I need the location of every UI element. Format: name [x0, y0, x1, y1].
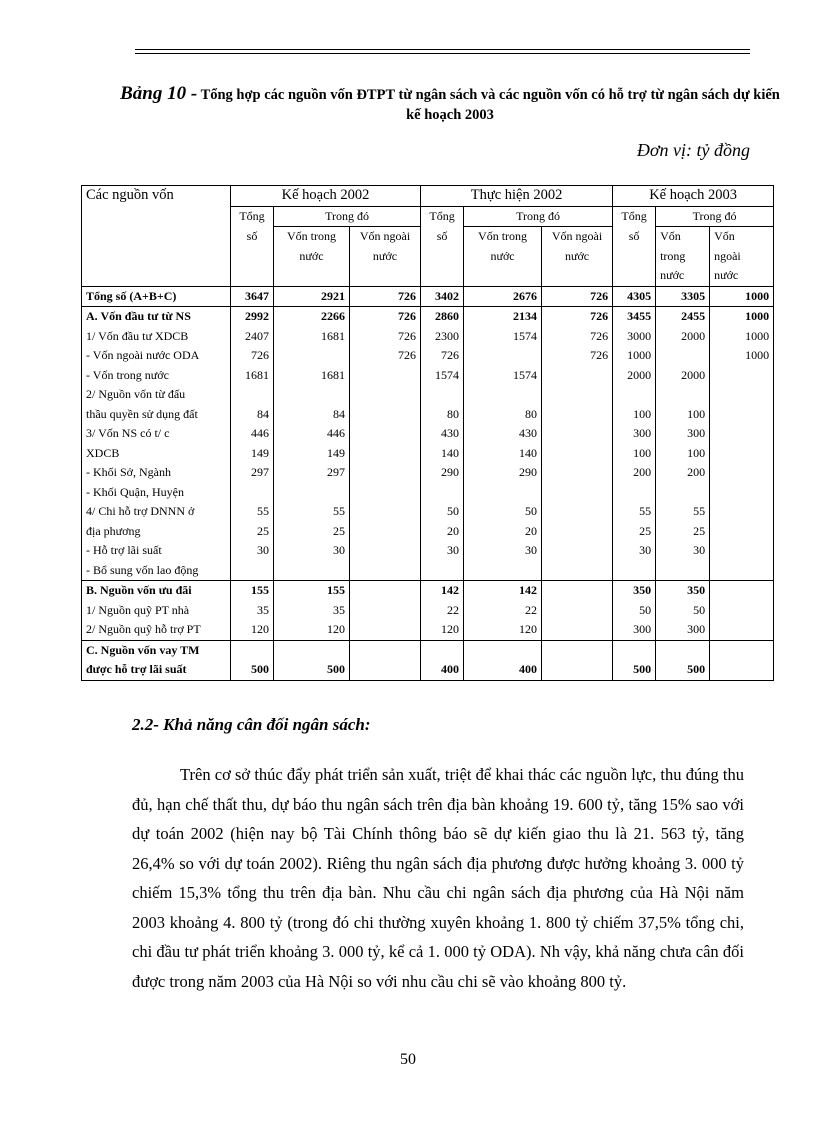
page-number: 50	[400, 1051, 416, 1068]
table-row	[82, 307, 774, 327]
row-value: 500	[613, 660, 656, 680]
row-value	[231, 385, 274, 405]
row-value: 22	[421, 601, 464, 621]
row-value: 120	[274, 620, 350, 640]
table-caption-text: Tổng hợp các nguồn vốn ĐTPT từ ngân sách và các nguồn vốn có hỗ trợ từ ngân sách dự kiến kế hoạch 2003	[200, 87, 780, 123]
row-value	[656, 640, 710, 660]
row-value: 2000	[613, 366, 656, 386]
row-value	[710, 424, 774, 444]
body-paragraph-text: Trên cơ sở thúc đẩy phát triển sản xuất, triệt để khai thác các nguồn lực, thu đúng thu đủ, hạn chế thất thu, dự báo thu ngân sách trên địa bàn khoảng 19. 600 tỷ, tăng 15% sao với dự toán 2002 (hiện nay bộ Tài Chính thông báo sẽ dự kiến giao thu là 21. 563 tỷ, tăng 26,4% so với dự toán 2002). Riêng thu ngân sách địa phương được hưởng khoảng 3. 000 tỷ chiếm 15,3% tổng thu trên địa bàn. Nhu cầu chi ngân sách địa phương của Hà Nội năm 2003 khoảng 4. 800 tỷ (trong đó chi thường xuyên khoảng 1. 800 tỷ chiếm 37,5% tổng chi, chi đầu tư phát triển khoảng 3. 000 tỷ, kể cả 1. 000 tỷ ODA). Nh vậy, khả năng chưa cân đối được trong năm 2003 của Hà Nội so với nhu cầu chi sẽ vào khoảng 800 tỷ.	[132, 765, 744, 991]
header-of-which: Trong đó	[656, 206, 774, 227]
row-value: 1681	[274, 366, 350, 386]
row-value	[231, 483, 274, 503]
table-row	[82, 561, 774, 581]
row-value	[274, 561, 350, 581]
table-row	[82, 483, 774, 503]
row-value: 35	[231, 601, 274, 621]
row-value: 55	[231, 502, 274, 522]
row-value	[710, 581, 774, 601]
row-value	[710, 620, 774, 640]
header-total-suffix: số	[421, 227, 464, 247]
row-value: 80	[464, 405, 542, 425]
header-foreign: Vốn ngoài	[350, 227, 421, 247]
header-total-suffix: số	[231, 227, 274, 247]
table-row	[82, 581, 774, 601]
row-value	[613, 385, 656, 405]
row-value	[710, 385, 774, 405]
row-value	[274, 640, 350, 660]
row-value: 142	[464, 581, 542, 601]
row-label: - Khối Quận, Huyện	[82, 483, 231, 503]
row-value: 155	[274, 581, 350, 601]
row-value	[710, 502, 774, 522]
header-foreign-suffix: nước	[350, 247, 421, 267]
row-value: 140	[464, 444, 542, 464]
header-of-which: Trong đó	[464, 206, 613, 227]
row-value	[350, 660, 421, 680]
row-label: địa phương	[82, 522, 231, 542]
row-value	[274, 346, 350, 366]
row-value: 726	[542, 346, 613, 366]
row-value	[710, 601, 774, 621]
row-value: 30	[464, 541, 542, 561]
row-value: 430	[464, 424, 542, 444]
row-value: 2000	[656, 366, 710, 386]
row-value: 1574	[464, 327, 542, 347]
row-value	[350, 385, 421, 405]
row-value: 20	[421, 522, 464, 542]
row-value: 726	[542, 286, 613, 307]
row-value: 120	[421, 620, 464, 640]
row-value: 2266	[274, 307, 350, 327]
row-value: 25	[274, 522, 350, 542]
table-row	[82, 463, 774, 483]
row-value	[542, 522, 613, 542]
row-value: 149	[231, 444, 274, 464]
header-group-plan-2003: Kế hoạch 2003	[613, 186, 774, 207]
row-label: A. Vốn đầu tư từ NS	[82, 307, 231, 327]
table-caption	[120, 84, 780, 125]
header-total: Tổng	[421, 206, 464, 227]
row-value	[542, 385, 613, 405]
row-value: 2992	[231, 307, 274, 327]
row-label: 1/ Nguồn quỹ PT nhà	[82, 601, 231, 621]
row-value	[421, 561, 464, 581]
row-value: 50	[613, 601, 656, 621]
row-value: 1000	[613, 346, 656, 366]
row-value: 2000	[656, 327, 710, 347]
table-caption-lead: Bảng 10 -	[120, 83, 198, 104]
header-domestic: Vốn trong	[274, 227, 350, 247]
row-value: 155	[231, 581, 274, 601]
row-value: 1681	[274, 327, 350, 347]
table-row	[82, 444, 774, 464]
row-value	[231, 640, 274, 660]
table-row	[82, 286, 774, 307]
row-value: 2860	[421, 307, 464, 327]
row-value: 50	[464, 502, 542, 522]
row-value	[710, 444, 774, 464]
row-value	[350, 502, 421, 522]
row-label: C. Nguồn vốn vay TM	[82, 640, 231, 660]
row-value	[710, 463, 774, 483]
row-value: 350	[613, 581, 656, 601]
row-value	[421, 385, 464, 405]
row-value: 726	[542, 307, 613, 327]
row-value: 200	[613, 463, 656, 483]
row-value	[464, 561, 542, 581]
header-of-which: Trong đó	[274, 206, 421, 227]
row-value	[350, 483, 421, 503]
header-domestic: Vốn trong	[464, 227, 542, 247]
row-value: 446	[274, 424, 350, 444]
header-foreign-2003-line2: ngoài	[710, 247, 774, 267]
row-value: 1681	[231, 366, 274, 386]
row-value	[710, 541, 774, 561]
unit-note: Đơn vị: tỷ đồng	[636, 140, 750, 160]
budget-table	[81, 185, 774, 681]
row-value: 2921	[274, 286, 350, 307]
row-label: - Vốn trong nước	[82, 366, 231, 386]
row-value	[542, 601, 613, 621]
header-rule-bottom	[135, 53, 750, 54]
row-value: 142	[421, 581, 464, 601]
row-value: 30	[656, 541, 710, 561]
row-value: 3000	[613, 327, 656, 347]
table-row	[82, 522, 774, 542]
row-label: - Hỗ trợ lãi suất	[82, 541, 231, 561]
table-row	[82, 660, 774, 680]
row-label: - Vốn ngoài nước ODA	[82, 346, 231, 366]
row-value: 149	[274, 444, 350, 464]
header-domestic-2003: Vốn	[656, 227, 710, 247]
row-value	[542, 502, 613, 522]
row-value	[710, 405, 774, 425]
row-value	[710, 561, 774, 581]
row-value	[656, 483, 710, 503]
row-value: 20	[464, 522, 542, 542]
row-label: 2/ Nguồn vốn từ đấu	[82, 385, 231, 405]
header-foreign-2003-line3: nước	[710, 266, 774, 286]
row-value: 100	[613, 444, 656, 464]
table-row	[82, 541, 774, 561]
row-value: 30	[274, 541, 350, 561]
row-value: 30	[613, 541, 656, 561]
row-label: XDCB	[82, 444, 231, 464]
row-value: 100	[656, 444, 710, 464]
row-value: 2455	[656, 307, 710, 327]
row-value	[350, 522, 421, 542]
row-value: 430	[421, 424, 464, 444]
table-row	[82, 502, 774, 522]
row-value	[350, 405, 421, 425]
header-total: Tổng	[231, 206, 274, 227]
header-sources: Các nguồn vốn	[82, 186, 231, 207]
header-foreign-2003: Vốn	[710, 227, 774, 247]
row-value: 3305	[656, 286, 710, 307]
row-value: 1000	[710, 346, 774, 366]
header-group-plan-2002: Kế hoạch 2002	[231, 186, 421, 207]
row-value: 3455	[613, 307, 656, 327]
row-value	[464, 385, 542, 405]
table-row	[82, 327, 774, 347]
row-value: 3402	[421, 286, 464, 307]
row-value	[464, 640, 542, 660]
row-value: 500	[231, 660, 274, 680]
row-value	[542, 620, 613, 640]
row-value: 35	[274, 601, 350, 621]
header-domestic-suffix: nước	[464, 247, 542, 267]
row-value	[350, 640, 421, 660]
row-value	[274, 483, 350, 503]
row-value	[542, 581, 613, 601]
row-value: 1000	[710, 307, 774, 327]
row-value: 400	[421, 660, 464, 680]
row-value: 300	[613, 424, 656, 444]
row-value	[542, 366, 613, 386]
row-value	[464, 483, 542, 503]
row-label: 4/ Chi hỗ trợ DNNN ở	[82, 502, 231, 522]
row-value: 50	[421, 502, 464, 522]
row-value: 500	[274, 660, 350, 680]
row-value: 120	[464, 620, 542, 640]
row-value: 1000	[710, 327, 774, 347]
row-value: 100	[656, 405, 710, 425]
row-value: 2676	[464, 286, 542, 307]
row-value: 55	[274, 502, 350, 522]
table-row	[82, 424, 774, 444]
table-row	[82, 385, 774, 405]
row-label: 2/ Nguồn quỹ hỗ trợ PT	[82, 620, 231, 640]
header-domestic-2003-line2: trong	[656, 247, 710, 267]
row-value	[350, 366, 421, 386]
row-label: 1/ Vốn đầu tư XDCB	[82, 327, 231, 347]
header-domestic-2003-line3: nước	[656, 266, 710, 286]
row-value	[542, 660, 613, 680]
row-label: - Khối Sở, Ngành	[82, 463, 231, 483]
row-value	[542, 640, 613, 660]
table-row	[82, 620, 774, 640]
row-label: B. Nguồn vốn ưu đãi	[82, 581, 231, 601]
header-domestic-suffix: nước	[274, 247, 350, 267]
row-value: 300	[656, 620, 710, 640]
row-value: 726	[350, 346, 421, 366]
row-value	[542, 541, 613, 561]
row-value	[613, 483, 656, 503]
row-value	[542, 463, 613, 483]
row-value: 2407	[231, 327, 274, 347]
row-value	[542, 444, 613, 464]
row-value: 55	[613, 502, 656, 522]
row-value	[350, 601, 421, 621]
header-rule-top	[135, 49, 750, 50]
row-value	[542, 561, 613, 581]
row-value: 84	[231, 405, 274, 425]
section-title: 2.2- Khả năng cân đối ngân sách:	[132, 715, 371, 734]
row-value	[350, 424, 421, 444]
row-value	[542, 405, 613, 425]
row-value	[613, 640, 656, 660]
row-value: 400	[464, 660, 542, 680]
row-value	[656, 561, 710, 581]
row-value: 297	[274, 463, 350, 483]
header-foreign-suffix: nước	[542, 247, 613, 267]
row-value: 726	[350, 327, 421, 347]
row-value	[710, 640, 774, 660]
row-value	[464, 346, 542, 366]
row-value: 25	[613, 522, 656, 542]
row-value: 22	[464, 601, 542, 621]
table-row	[82, 366, 774, 386]
header-total-suffix: số	[613, 227, 656, 247]
table-row	[82, 640, 774, 660]
row-value: 726	[421, 346, 464, 366]
row-value: 297	[231, 463, 274, 483]
row-value	[613, 561, 656, 581]
row-value	[656, 385, 710, 405]
row-value: 500	[656, 660, 710, 680]
row-value	[350, 581, 421, 601]
row-label: thầu quyền sử dụng đất	[82, 405, 231, 425]
row-label: Tổng số (A+B+C)	[82, 286, 231, 307]
row-value	[421, 640, 464, 660]
row-value: 726	[542, 327, 613, 347]
row-value: 446	[231, 424, 274, 444]
row-value	[656, 346, 710, 366]
row-value	[542, 424, 613, 444]
row-value: 3647	[231, 286, 274, 307]
row-value: 2300	[421, 327, 464, 347]
row-value: 100	[613, 405, 656, 425]
row-value	[274, 385, 350, 405]
row-value: 30	[231, 541, 274, 561]
row-value	[710, 660, 774, 680]
row-value: 726	[350, 286, 421, 307]
row-value: 2134	[464, 307, 542, 327]
header-group-actual-2002: Thực hiện 2002	[421, 186, 613, 207]
row-value: 84	[274, 405, 350, 425]
row-value	[350, 463, 421, 483]
row-value: 50	[656, 601, 710, 621]
row-value: 300	[613, 620, 656, 640]
table-row	[82, 601, 774, 621]
row-value: 726	[350, 307, 421, 327]
row-value	[350, 620, 421, 640]
row-value	[710, 483, 774, 503]
row-value: 300	[656, 424, 710, 444]
row-value: 1000	[710, 286, 774, 307]
header-foreign: Vốn ngoài	[542, 227, 613, 247]
header-total: Tổng	[613, 206, 656, 227]
row-value	[231, 561, 274, 581]
row-value: 120	[231, 620, 274, 640]
row-value: 80	[421, 405, 464, 425]
row-value: 726	[231, 346, 274, 366]
row-value	[350, 541, 421, 561]
row-value: 290	[464, 463, 542, 483]
row-value: 350	[656, 581, 710, 601]
row-value: 4305	[613, 286, 656, 307]
row-value: 55	[656, 502, 710, 522]
row-value: 25	[656, 522, 710, 542]
row-value: 200	[656, 463, 710, 483]
row-value	[350, 444, 421, 464]
table-row	[82, 405, 774, 425]
row-value	[421, 483, 464, 503]
row-value: 290	[421, 463, 464, 483]
row-value	[350, 561, 421, 581]
row-value	[542, 483, 613, 503]
row-value	[710, 522, 774, 542]
row-value	[710, 366, 774, 386]
row-label: - Bổ sung vốn lao động	[82, 561, 231, 581]
row-label: được hỗ trợ lãi suất	[82, 660, 231, 680]
row-value: 140	[421, 444, 464, 464]
row-value: 1574	[421, 366, 464, 386]
row-value: 30	[421, 541, 464, 561]
row-value: 1574	[464, 366, 542, 386]
row-label: 3/ Vốn NS có t/ c	[82, 424, 231, 444]
table-row	[82, 346, 774, 366]
row-value: 25	[231, 522, 274, 542]
body-paragraph	[132, 760, 744, 996]
